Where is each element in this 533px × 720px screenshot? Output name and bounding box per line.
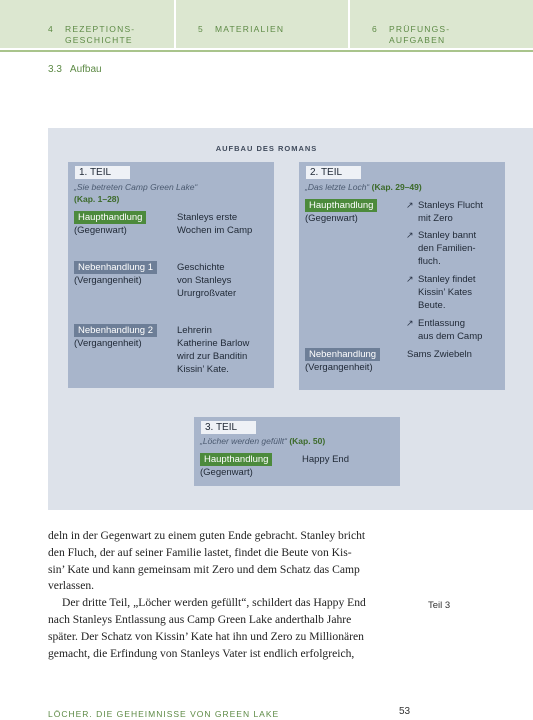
part2-label: 2. TEIL [306,166,361,179]
tag-subtitle: (Vergangenheit) [74,275,142,286]
tab-label: PRÜFUNGS- AUFGABEN [389,24,451,45]
subplot1-tag: Nebenhandlung 1 [74,261,157,274]
part1-label: 1. TEIL [75,166,130,179]
chapter-tabs [0,0,533,48]
part2-box: 2. TEIL „Das letzte Loch“ (Kap. 29–49) Haupthandlung (Gegenwart) ↗ Stanleys Flucht mit Zero ↗ Stanley bannt den Familien- fluch. ↗ Stanley findet Kissin’ Kates Beute. ↗ Entlassung aus dem Camp Nebenhandlung (Vergangenheit) Sams Zwiebeln [299,162,505,390]
tab-label: MATERIALIEN [215,24,285,34]
part3-box [194,417,400,486]
header-rule [0,50,533,52]
part2-subtitle: „Das letzte Loch“ (Kap. 29–49) [305,182,422,192]
part3-label: 3. TEIL [201,421,256,434]
section-number: 3.3 [48,64,62,75]
tag-subtitle: (Vergangenheit) [74,338,142,349]
main-plot-tag: Haupthandlung [74,211,146,224]
margin-note: Teil 3 [428,600,451,611]
row-description: Happy End [302,454,350,465]
tab-materialien[interactable] [198,0,348,48]
part1-box [68,162,274,388]
tag-subtitle: (Vergangenheit) [305,362,373,373]
part1-subtitle: „Sie betreten Camp Green Lake“ [74,182,198,192]
main-plot-tag: Haupthandlung [305,199,377,212]
subplot-tag: Nebenhandlung [305,348,380,361]
link-arrow-icon: ↗ [406,230,414,240]
row-description: Sams Zwiebeln [407,349,472,360]
subplot2-tag: Nebenhandlung 2 [74,324,157,337]
link-arrow-icon: ↗ [406,274,414,284]
row-description: Geschichte von Stanleys Ururgroßvater [177,262,237,299]
row-description: Stanleys erste Wochen im Camp [177,212,253,236]
section-title: Aufbau [69,64,102,75]
structure-panel [48,128,533,510]
link-arrow-icon: ↗ [406,200,414,210]
link-arrow-icon: ↗ [406,318,414,328]
tab-rezeptionsgeschichte[interactable] [48,0,174,48]
tab-number: 5 [198,24,204,34]
page-number: 53 [399,706,411,717]
tab-number: 4 [48,24,54,34]
tab-divider [348,0,350,48]
body-paragraph: deln in der Gegenwart zu einem guten Ende gebracht. Stanley bricht den Fluch, der auf seiner Familie lastet, findet die Beute von Kis- sin’ Kate und kann gemeinsam mit Zero und dem Schatz das Camp verlassen. Der dritte Teil, „Löcher werden gefüllt“, schildert das Happy End nach Stanleys Entlassung aus Camp Green Lake anderthalb Jahre später. Der Schatz von Kissin’ Kate hat ihn und Zero zu Millionären gemacht, die Erfindung von Stanleys Vater ist endlich erfolgreich, [48,529,366,660]
tab-divider [174,0,176,48]
panel-title: AUFBAU DES ROMANS [215,144,318,153]
running-footer: LÖCHER. DIE GEHEIMNISSE VON GREEN LAKE [48,709,280,719]
part1-chapters: (Kap. 1–28) [74,194,120,204]
tag-subtitle: (Gegenwart) [305,213,358,224]
tag-subtitle: (Gegenwart) [74,225,127,236]
tab-pruefungsaufgaben[interactable] [372,0,522,48]
part3-subtitle: „Löcher werden gefüllt“ (Kap. 50) [200,436,326,446]
tab-number: 6 [372,24,378,34]
main-plot-tag: Haupthandlung [200,453,272,466]
section-heading [48,64,110,75]
tab-label: REZEPTIONS- GESCHICHTE [65,24,136,45]
row-description: Lehrerin Katherine Barlow wird zur Banditin Kissin’ Kate. [177,325,250,375]
tag-subtitle: (Gegenwart) [200,467,253,478]
